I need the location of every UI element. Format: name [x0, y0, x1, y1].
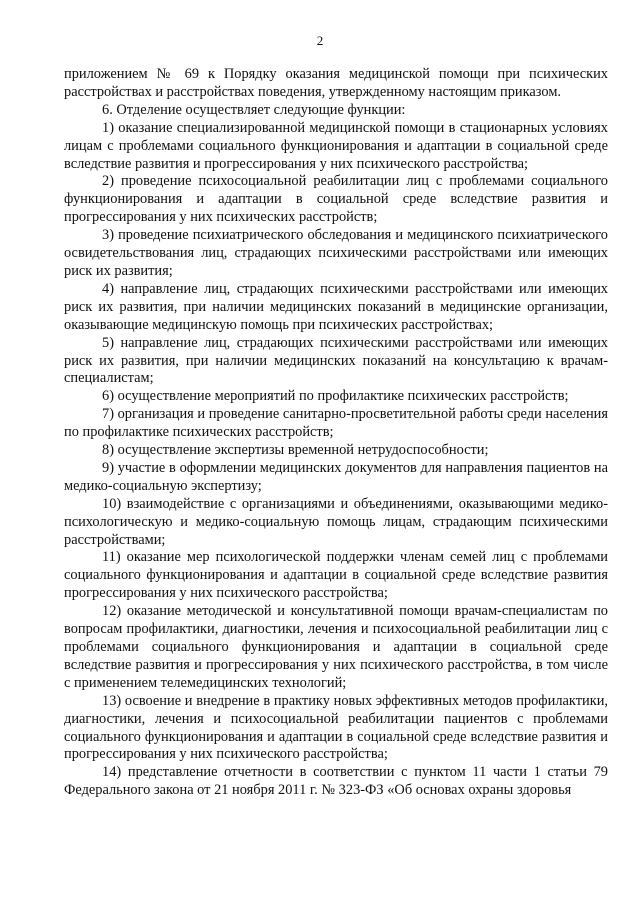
list-item-12: 12) оказание методической и консультативной помощи врачам-специалистам по вопросам профилактики, диагностики, лечения и психосоциальной реабилитации лиц с проблемами социального функционирования и адаптации в социальной среде вследствие развития и прогрессирования у них психического расстройства, в том числе с применением телемедицинских технологий;	[64, 603, 608, 691]
list-item-10: 10) взаимодействие с организациями и объединениями, оказывающими медико-психологическую и медико-социальную помощь лицам, страдающим психическими расстройствами;	[64, 495, 608, 548]
list-item-11: 11) оказание мер психологической поддержки членам семей лиц с проблемами социального функционирования и адаптации в социальной среде вследствие развития прогрессирования у них психического расстройства;	[64, 549, 608, 602]
document-body	[64, 66, 608, 800]
paragraph-continuation: приложением № 69 к Порядку оказания медицинской помощи при психических расстройствах и расстройствах поведения, утвержденному настоящим приказом.	[64, 66, 608, 100]
list-item-13: 13) освоение и внедрение в практику новых эффективных методов профилактики, диагностики, лечения и психосоциальной реабилитации пациентов с проблемами социального функционирования и адаптации в социальной среде вследствие развития и прогрессирования у них психического расстройства;	[64, 692, 608, 763]
list-item-14: 14) представление отчетности в соответствии с пунктом 11 части 1 статьи 79 Федерального закона от 21 ноября 2011 г. № 323-ФЗ «Об основах охраны здоровья	[64, 764, 608, 799]
list-item-9: 9) участие в оформлении медицинских документов для направления пациентов на медико-социальную экспертизу;	[64, 459, 608, 494]
list-item-3: 3) проведение психиатрического обследования и медицинского психиатрического освидетельствования лиц, страдающих психическими расстройствами или имеющих риск их развития;	[64, 227, 608, 279]
list-item-1: 1) оказание специализированной медицинской помощи в стационарных условиях лицам с проблемами социального функционирования и адаптации в социальной среде вследствие развития и прогрессирования у них психического расстройства;	[64, 119, 608, 172]
paragraph-section-heading: 6. Отделение осуществляет следующие функции:	[102, 101, 406, 118]
list-item-7: 7) организация и проведение санитарно-просветительной работы среди населения по профилактике психических расстройств;	[64, 406, 608, 441]
list-item-4: 4) направление лиц, страдающих психическими расстройствами или имеющих риск их развития, при наличии медицинских показаний в медицинские организации, оказывающие медицинскую помощь при психических расстройствах;	[64, 280, 608, 333]
list-item-2: 2) проведение психосоциальной реабилитации лиц с проблемами социального функционирования и адаптации в социальной среде вследствие развития и прогрессирования у них психических расстройств;	[64, 173, 608, 226]
page-number: 2	[316, 33, 324, 48]
list-item-5: 5) направление лиц, страдающих психическими расстройствами или имеющих риск их развития, при наличии медицинских показаний на консультацию к врачам-специалистам;	[64, 334, 608, 387]
list-item-8: 8) осуществление экспертизы временной нетрудоспособности;	[102, 442, 489, 459]
list-item-6: 6) осуществление мероприятий по профилактике психических расстройств;	[102, 388, 569, 405]
